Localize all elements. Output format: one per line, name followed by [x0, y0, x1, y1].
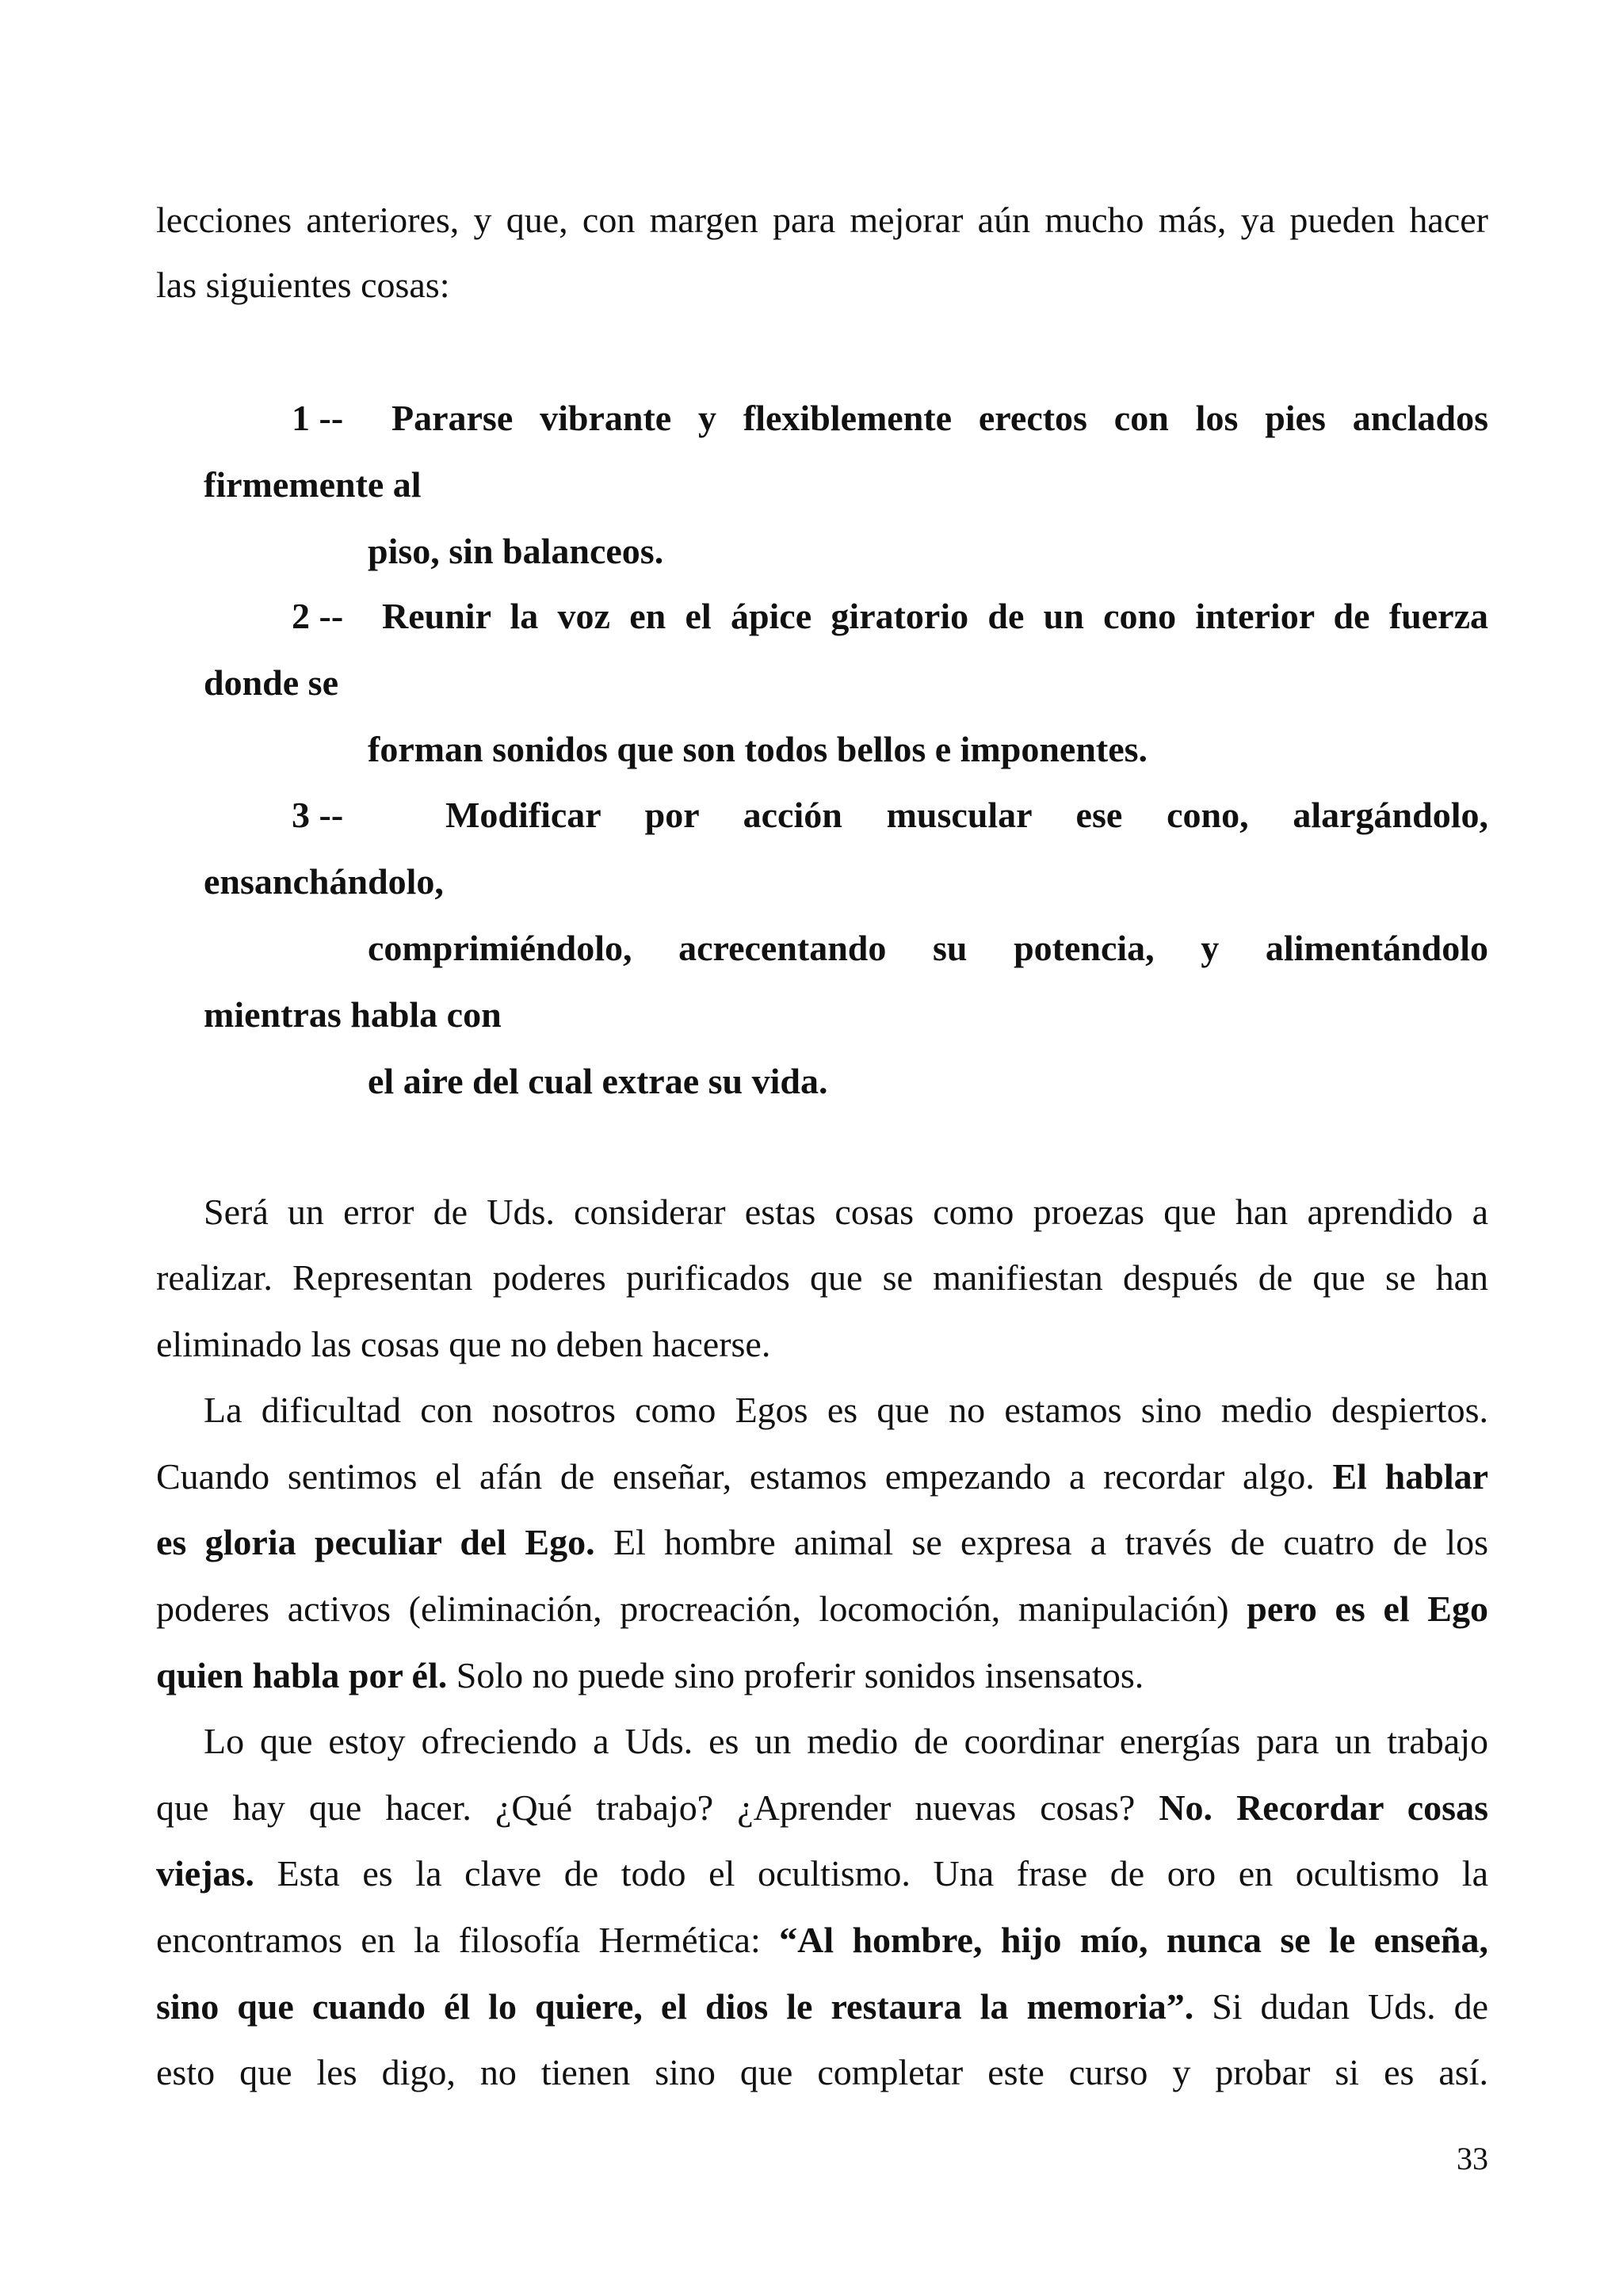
p2-line-3-bold: es gloria peculiar del Ego.	[156, 1522, 595, 1562]
paragraph-3-line-2	[156, 1786, 1488, 1830]
list-item-3-line-1: Modificar por acción muscular ese cono, alargándolo,	[445, 795, 1488, 835]
list-item-1-marker: 1 --	[292, 398, 344, 438]
list-item-1-line-2: firmemente al	[204, 464, 422, 505]
list-item-2-line-3: forman sonidos que son todos bellos e imponentes.	[368, 729, 1148, 769]
p2-line-2-regular: Cuando sentimos el afán de enseñar, estamos empezando a recordar algo.	[156, 1456, 1315, 1497]
p2-line-5-regular: Solo no puede sino proferir sonidos insensatos.	[456, 1655, 1144, 1695]
p3-line-3-regular: Esta es la clave de todo el ocultismo. Una frase de oro en ocultismo la	[277, 1853, 1488, 1894]
p2-line-3-regular: El hombre animal se expresa a través de cuatro de los	[613, 1522, 1489, 1562]
list-item-1-line-1: Pararse vibrante y flexiblemente erectos con los pies anclados	[391, 398, 1488, 438]
paragraph-3-line-3	[156, 1852, 1488, 1896]
paragraph-1-line-2: realizar. Representan poderes purificados que se manifiestan después de que se han	[156, 1257, 1488, 1298]
list-item-3-marker: 3 --	[292, 795, 344, 835]
p3-line-5-bold: sino que cuando él lo quiere, el dios le restaura la memoria”.	[156, 1986, 1194, 2027]
paragraph-1-line-1: Será un error de Uds. considerar estas cosas como proezas que han aprendido a	[204, 1192, 1488, 1232]
paragraph-2-line-3	[156, 1520, 1488, 1565]
paragraph-3-line-1: Lo que estoy ofreciendo a Uds. es un medio de coordinar energías para un trabajo	[204, 1721, 1488, 1761]
p2-line-4-bold: pero es el Ego	[1247, 1589, 1488, 1629]
list-item-2-line-2: donde se	[204, 662, 338, 703]
p2-line-5-bold: quien habla por él.	[156, 1655, 448, 1695]
paragraph-3-line-4	[156, 1918, 1488, 1962]
p3-line-3-bold: viejas.	[156, 1853, 254, 1894]
paragraph-2-line-5	[156, 1653, 1144, 1698]
list-item-2-line-1: Reunir la voz en el ápice giratorio de un cono interior de fuerza	[382, 596, 1488, 636]
list-item-1-line-3: piso, sin balanceos.	[368, 531, 664, 571]
paragraph-2-line-2	[156, 1455, 1488, 1499]
list-item-2-marker: 2 --	[292, 596, 344, 636]
paragraph-2-line-1: La dificultad con nosotros como Egos es que no estamos sino medio despiertos.	[204, 1390, 1488, 1430]
paragraph-3-line-6: esto que les digo, no tienen sino que completar este curso y probar si es así.	[156, 2052, 1488, 2092]
paragraph-3-line-5	[156, 1985, 1488, 2029]
p3-line-4-bold: “Al hombre, hijo mío, nunca se le enseña,	[779, 1920, 1489, 1960]
p3-line-2-regular: que hay que hacer. ¿Qué trabajo? ¿Aprender nuevas cosas?	[156, 1787, 1136, 1828]
p3-line-5-regular: Si dudan Uds. de	[1212, 1986, 1488, 2027]
p3-line-4-regular: encontramos en la filosofía Hermética:	[156, 1920, 761, 1960]
intro-line-1: lecciones anteriores, y que, con margen para mejorar aún mucho más, ya pueden hacer	[156, 200, 1488, 240]
paragraph-1-line-3: eliminado las cosas que no deben hacerse.	[156, 1324, 771, 1364]
list-item-3-line-2: ensanchándolo,	[204, 861, 444, 902]
page-number: 33	[1457, 2141, 1488, 2176]
intro-line-2: las siguientes cosas:	[156, 265, 450, 305]
p3-line-2-bold: No. Recordar cosas	[1159, 1787, 1488, 1828]
list-item-3-line-3: comprimiéndolo, acrecentando su potencia, y alimentándolo	[368, 928, 1488, 968]
p2-line-4-regular: poderes activos (eliminación, procreación, locomoción, manipulación)	[156, 1589, 1229, 1629]
p2-line-2-bold: El hablar	[1332, 1456, 1489, 1497]
list-item-3-line-4: mientras habla con	[204, 994, 502, 1035]
paragraph-2-line-4	[156, 1587, 1488, 1631]
list-item-3-line-5: el aire del cual extrae su vida.	[368, 1061, 828, 1101]
